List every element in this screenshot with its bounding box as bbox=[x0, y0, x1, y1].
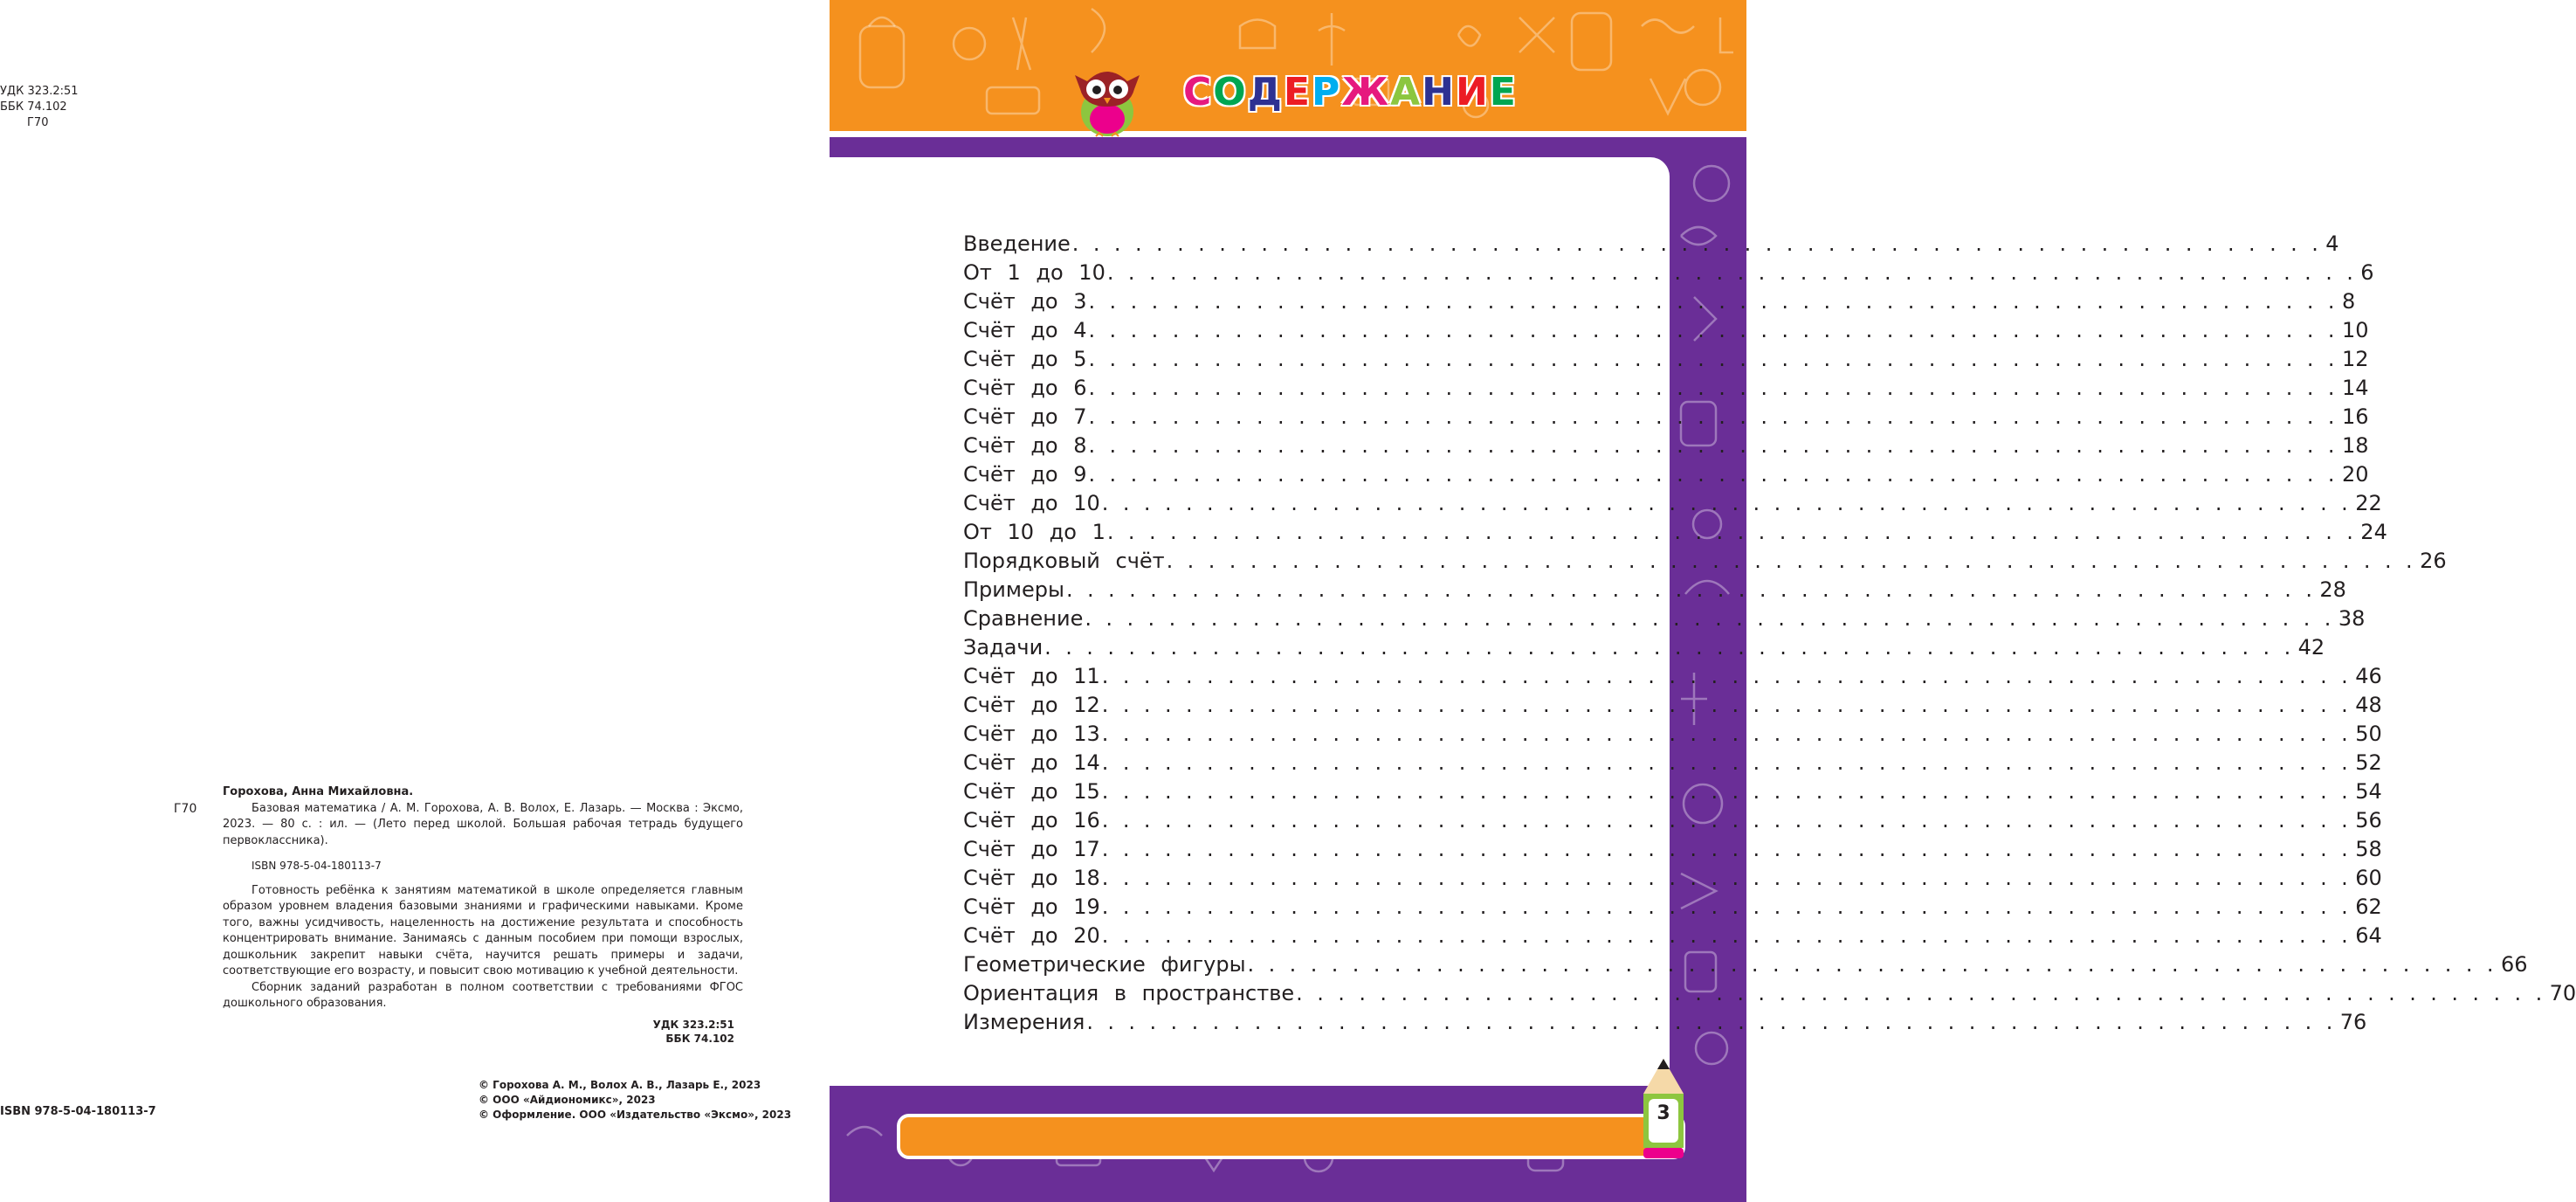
owl-icon bbox=[1070, 61, 1145, 140]
author-mark: Г70 bbox=[27, 116, 49, 129]
toc-entry-label: Счёт до 12 bbox=[963, 693, 1100, 717]
toc-entry-page: 64 bbox=[2355, 923, 2382, 948]
udk-code: УДК 323.2:51 bbox=[0, 85, 79, 98]
toc-entry bbox=[963, 779, 2382, 808]
imprint-block bbox=[223, 784, 743, 1046]
toc-entry-label: Счёт до 16 bbox=[963, 808, 1100, 832]
title-letter: С bbox=[1183, 70, 1214, 114]
toc-leader-dots: . . . . . . . . . . . . . . . . . . . . . . . . . . . . . . . . . . . . . . . . . . . . . . . . . . . . . . . . . . . . bbox=[1088, 462, 2338, 487]
toc-entry bbox=[963, 231, 2339, 260]
toc-entry-label: Счёт до 15 bbox=[963, 779, 1100, 804]
classification-block-top bbox=[0, 84, 79, 131]
toc-entry-page: 14 bbox=[2341, 376, 2369, 400]
toc-entry-page: 66 bbox=[2500, 952, 2528, 977]
toc-leader-dots: . . . . . . . . . . . . . . . . . . . . . . . . . . . . . . . . . . . . . . . . . . . . . . . . . . . . . . . . . . . . bbox=[1088, 289, 2338, 314]
toc-entry-label: Геометрические фигуры bbox=[963, 952, 1246, 977]
toc-entry-label: Счёт до 8 bbox=[963, 433, 1087, 458]
toc-leader-dots: . . . . . . . . . . . . . . . . . . . . . . . . . . . . . . . . . . . . . . . . . . . . . . . . . . . . . . . . . . . . bbox=[1086, 1010, 2337, 1034]
toc-leader-dots: . . . . . . . . . . . . . . . . . . . . . . . . . . . . . . . . . . . . . . . . . . . . . . . . . . . . . . . . . . . . bbox=[1101, 722, 2352, 746]
bbk-code-bottom: ББК 74.102 bbox=[665, 1032, 734, 1045]
toc-entry bbox=[963, 318, 2369, 347]
toc-entry-page: 50 bbox=[2355, 722, 2382, 746]
toc-entry-page: 4 bbox=[2325, 231, 2339, 256]
toc-entry-page: 58 bbox=[2355, 837, 2382, 861]
toc-entry-label: Введение bbox=[963, 231, 1071, 256]
toc-entry-page: 48 bbox=[2355, 693, 2382, 717]
toc-entry bbox=[963, 260, 2374, 289]
title-letter: А bbox=[1390, 70, 1422, 114]
toc-entry bbox=[963, 981, 2576, 1010]
toc-leader-dots: . . . . . . . . . . . . . . . . . . . . . . . . . . . . . . . . . . . . . . . . . . . . . . . . . . . . . . . . . . . . bbox=[1088, 318, 2338, 342]
toc-entry-page: 60 bbox=[2355, 866, 2382, 890]
title-letter: О bbox=[1213, 70, 1248, 114]
toc-entry bbox=[963, 635, 2325, 664]
title-letter: Е bbox=[1489, 70, 1518, 114]
toc-entry-page: 70 bbox=[2549, 981, 2576, 1005]
toc-leader-dots: . . . . . . . . . . . . . . . . . . . . . . . . . . . . . . . . . . . . . . . . . . . . . . . . . . . . . . . . . . . . bbox=[1071, 231, 2323, 256]
toc-entry bbox=[963, 376, 2369, 404]
toc-entry bbox=[963, 952, 2528, 981]
table-of-contents bbox=[963, 231, 2576, 1039]
toc-entry bbox=[963, 520, 2387, 549]
toc-entry-label: Счёт до 19 bbox=[963, 895, 1100, 919]
toc-entry-page: 20 bbox=[2341, 462, 2369, 487]
copyright-line: © Оформление. ООО «Издательство «Эксмо», 2023 bbox=[479, 1109, 792, 1121]
toc-entry-label: Примеры bbox=[963, 577, 1064, 602]
toc-entry-page: 46 bbox=[2355, 664, 2382, 688]
toc-leader-dots: . . . . . . . . . . . . . . . . . . . . . . . . . . . . . . . . . . . . . . . . . . . . . . . . . . . . . . . . . . . . bbox=[1106, 260, 2358, 285]
toc-entry-label: Счёт до 9 bbox=[963, 462, 1087, 487]
toc-entry-label: Счёт до 3 bbox=[963, 289, 1087, 314]
toc-entry-page: 54 bbox=[2355, 779, 2382, 804]
title-letter: Н bbox=[1422, 70, 1456, 114]
toc-entry-page: 38 bbox=[2338, 606, 2366, 631]
toc-entry bbox=[963, 462, 2369, 491]
toc-entry-label: Счёт до 13 bbox=[963, 722, 1100, 746]
copyright-line: © Горохова А. М., Волох А. В., Лазарь Е., 2023 bbox=[479, 1079, 761, 1091]
toc-entry-page: 8 bbox=[2341, 289, 2356, 314]
toc-entry bbox=[963, 664, 2382, 693]
isbn-bottom: ISBN 978-5-04-180113-7 bbox=[0, 1105, 156, 1118]
toc-leader-dots: . . . . . . . . . . . . . . . . . . . . . . . . . . . . . . . . . . . . . . . . . . . . . . . . . . . . . . . . . . . . bbox=[1085, 606, 2335, 631]
annotation-paragraph-1: Готовность ребёнка к занятиям математикой в школе определяется главным образом уровнем владения базовыми знаниями и графическими навыками. Кроме того, важны усидчивость, нацеленность на достижение результата и способность концентрировать внимание. Занимаясь с данным пособием при помощи взрослых, дошкольник закрепит навыки счёта, научится решать примеры и задачи, соответствующие его возрасту, и повысит свою мотивацию к учебной деятельности. bbox=[223, 883, 743, 977]
toc-leader-dots: . . . . . . . . . . . . . . . . . . . . . . . . . . . . . . . . . . . . . . . . . . . . . . . . . . . . . . . . . . . . bbox=[1101, 808, 2352, 832]
toc-entry bbox=[963, 577, 2346, 606]
toc-entry-label: Счёт до 4 bbox=[963, 318, 1087, 342]
toc-leader-dots: . . . . . . . . . . . . . . . . . . . . . . . . . . . . . . . . . . . . . . . . . . . . . . . . . . . . . . . . . . . . bbox=[1296, 981, 2546, 1005]
author-mark-side: Г70 bbox=[174, 802, 197, 816]
toc-entry-label: Счёт до 6 bbox=[963, 376, 1087, 400]
toc-entry bbox=[963, 895, 2382, 923]
toc-leader-dots: . . . . . . . . . . . . . . . . . . . . . . . . . . . . . . . . . . . . . . . . . . . . . . . . . . . . . . . . . . . . bbox=[1101, 837, 2352, 861]
toc-entry-label: Измерения bbox=[963, 1010, 1085, 1034]
contents-title bbox=[1183, 70, 1518, 114]
udk-code-bottom: УДК 323.2:51 bbox=[652, 1018, 734, 1031]
toc-entry bbox=[963, 808, 2382, 837]
toc-entry-page: 42 bbox=[2297, 635, 2325, 660]
toc-entry-label: Счёт до 10 bbox=[963, 491, 1100, 515]
toc-entry bbox=[963, 491, 2382, 520]
toc-entry-page: 22 bbox=[2355, 491, 2382, 515]
toc-entry bbox=[963, 866, 2382, 895]
toc-entry-label: От 1 до 10 bbox=[963, 260, 1105, 285]
toc-entry bbox=[963, 693, 2382, 722]
toc-entry-page: 12 bbox=[2341, 347, 2369, 371]
toc-entry-page: 26 bbox=[2420, 549, 2447, 573]
toc-entry bbox=[963, 606, 2366, 635]
title-letter: Е bbox=[1283, 70, 1312, 114]
toc-entry-page: 16 bbox=[2341, 404, 2369, 429]
toc-entry bbox=[963, 722, 2382, 750]
toc-entry-page: 18 bbox=[2341, 433, 2369, 458]
toc-entry-label: Счёт до 5 bbox=[963, 347, 1087, 371]
toc-leader-dots: . . . . . . . . . . . . . . . . . . . . . . . . . . . . . . . . . . . . . . . . . . . . . . . . . . . . . . . . . . . . bbox=[1101, 664, 2352, 688]
toc-entry-label: Задачи bbox=[963, 635, 1043, 660]
toc-leader-dots: . . . . . . . . . . . . . . . . . . . . . . . . . . . . . . . . . . . . . . . . . . . . . . . . . . . . . . . . . . . . bbox=[1088, 433, 2338, 458]
toc-entry bbox=[963, 433, 2369, 462]
toc-leader-dots: . . . . . . . . . . . . . . . . . . . . . . . . . . . . . . . . . . . . . . . . . . . . . . . . . . . . . . . . . . . . bbox=[1088, 376, 2338, 400]
toc-leader-dots: . . . . . . . . . . . . . . . . . . . . . . . . . . . . . . . . . . . . . . . . . . . . . . . . . . . . . . . . . . . . bbox=[1101, 866, 2352, 890]
toc-entry-label: Счёт до 11 bbox=[963, 664, 1100, 688]
toc-leader-dots: . . . . . . . . . . . . . . . . . . . . . . . . . . . . . . . . . . . . . . . . . . . . . . . . . . . . . . . . . . . . bbox=[1088, 347, 2338, 371]
toc-leader-dots: . . . . . . . . . . . . . . . . . . . . . . . . . . . . . . . . . . . . . . . . . . . . . . . . . . . . . . . . . . . . bbox=[1101, 750, 2352, 775]
annotation-paragraph-2: Сборник заданий разработан в полном соответствии с требованиями ФГОС дошкольного образования. bbox=[223, 980, 743, 1010]
toc-leader-dots: . . . . . . . . . . . . . . . . . . . . . . . . . . . . . . . . . . . . . . . . . . . . . . . . . . . . . . . . . . . . bbox=[1247, 952, 2497, 977]
classification-codes-bottom bbox=[223, 1018, 743, 1046]
toc-entry-page: 76 bbox=[2339, 1010, 2367, 1034]
toc-entry bbox=[963, 923, 2382, 952]
toc-entry-page: 10 bbox=[2341, 318, 2369, 342]
toc-entry bbox=[963, 289, 2356, 318]
toc-entry-page: 28 bbox=[2319, 577, 2346, 602]
toc-entry-label: Счёт до 18 bbox=[963, 866, 1100, 890]
toc-leader-dots: . . . . . . . . . . . . . . . . . . . . . . . . . . . . . . . . . . . . . . . . . . . . . . . . . . . . . . . . . . . . bbox=[1065, 577, 2317, 602]
toc-entry-label: Счёт до 14 bbox=[963, 750, 1100, 775]
author-name: Горохова, Анна Михайловна. bbox=[223, 785, 414, 798]
toc-entry-page: 62 bbox=[2355, 895, 2382, 919]
toc-leader-dots: . . . . . . . . . . . . . . . . . . . . . . . . . . . . . . . . . . . . . . . . . . . . . . . . . . . . . . . . . . . . bbox=[1088, 404, 2338, 429]
toc-leader-dots: . . . . . . . . . . . . . . . . . . . . . . . . . . . . . . . . . . . . . . . . . . . . . . . . . . . . . . . . . . . . bbox=[1101, 895, 2352, 919]
toc-entry-label: От 10 до 1 bbox=[963, 520, 1105, 544]
toc-entry-label: Сравнение bbox=[963, 606, 1084, 631]
toc-entry-page: 52 bbox=[2355, 750, 2382, 775]
toc-entry bbox=[963, 347, 2369, 376]
title-letter: Р bbox=[1311, 70, 1342, 114]
toc-entry bbox=[963, 549, 2447, 577]
toc-entry-label: Порядковый счёт bbox=[963, 549, 1165, 573]
toc-entry-page: 24 bbox=[2360, 520, 2387, 544]
right-page-contents bbox=[830, 0, 2576, 1202]
toc-leader-dots: . . . . . . . . . . . . . . . . . . . . . . . . . . . . . . . . . . . . . . . . . . . . . . . . . . . . . . . . . . . . bbox=[1106, 520, 2358, 544]
toc-entry bbox=[963, 404, 2369, 433]
toc-entry-label: Счёт до 20 bbox=[963, 923, 1100, 948]
toc-entry bbox=[963, 837, 2382, 866]
isbn-inline: ISBN 978-5-04-180113-7 bbox=[251, 860, 382, 872]
title-letter: Ж bbox=[1341, 70, 1391, 114]
toc-leader-dots: . . . . . . . . . . . . . . . . . . . . . . . . . . . . . . . . . . . . . . . . . . . . . . . . . . . . . . . . . . . . bbox=[1101, 923, 2352, 948]
toc-entry-label: Ориентация в пространстве bbox=[963, 981, 1295, 1005]
toc-leader-dots: . . . . . . . . . . . . . . . . . . . . . . . . . . . . . . . . . . . . . . . . . . . . . . . . . . . . . . . . . . . . bbox=[1044, 635, 2295, 660]
toc-entry bbox=[963, 1010, 2367, 1039]
toc-leader-dots: . . . . . . . . . . . . . . . . . . . . . . . . . . . . . . . . . . . . . . . . . . . . . . . . . . . . . . . . . . . . bbox=[1166, 549, 2417, 573]
toc-entry bbox=[963, 750, 2382, 779]
toc-entry-page: 6 bbox=[2360, 260, 2374, 285]
title-letter: Д bbox=[1247, 70, 1284, 114]
footer-bar bbox=[897, 1114, 1685, 1159]
toc-entry-label: Счёт до 7 bbox=[963, 404, 1087, 429]
toc-leader-dots: . . . . . . . . . . . . . . . . . . . . . . . . . . . . . . . . . . . . . . . . . . . . . . . . . . . . . . . . . . . . bbox=[1101, 491, 2352, 515]
bibliographic-description: Базовая математика / А. М. Горохова, А. В. Волох, Е. Лазарь. — Москва : Эксмо, 2023. — 80 с. : ил. — (Лето перед школой. Большая рабочая тетрадь будущего первоклассника). bbox=[223, 801, 743, 847]
toc-leader-dots: . . . . . . . . . . . . . . . . . . . . . . . . . . . . . . . . . . . . . . . . . . . . . . . . . . . . . . . . . . . . bbox=[1101, 693, 2352, 717]
left-page-imprint bbox=[0, 0, 830, 1202]
copyright-line: © ООО «Айдиономикс», 2023 bbox=[479, 1094, 656, 1106]
bbk-code: ББК 74.102 bbox=[0, 100, 67, 114]
copyright-block bbox=[479, 1078, 791, 1123]
title-letter: И bbox=[1455, 70, 1490, 114]
page-number: 3 bbox=[1656, 1102, 1670, 1124]
header-divider bbox=[830, 131, 1746, 137]
toc-entry-page: 56 bbox=[2355, 808, 2382, 832]
toc-leader-dots: . . . . . . . . . . . . . . . . . . . . . . . . . . . . . . . . . . . . . . . . . . . . . . . . . . . . . . . . . . . . bbox=[1101, 779, 2352, 804]
toc-entry-label: Счёт до 17 bbox=[963, 837, 1100, 861]
